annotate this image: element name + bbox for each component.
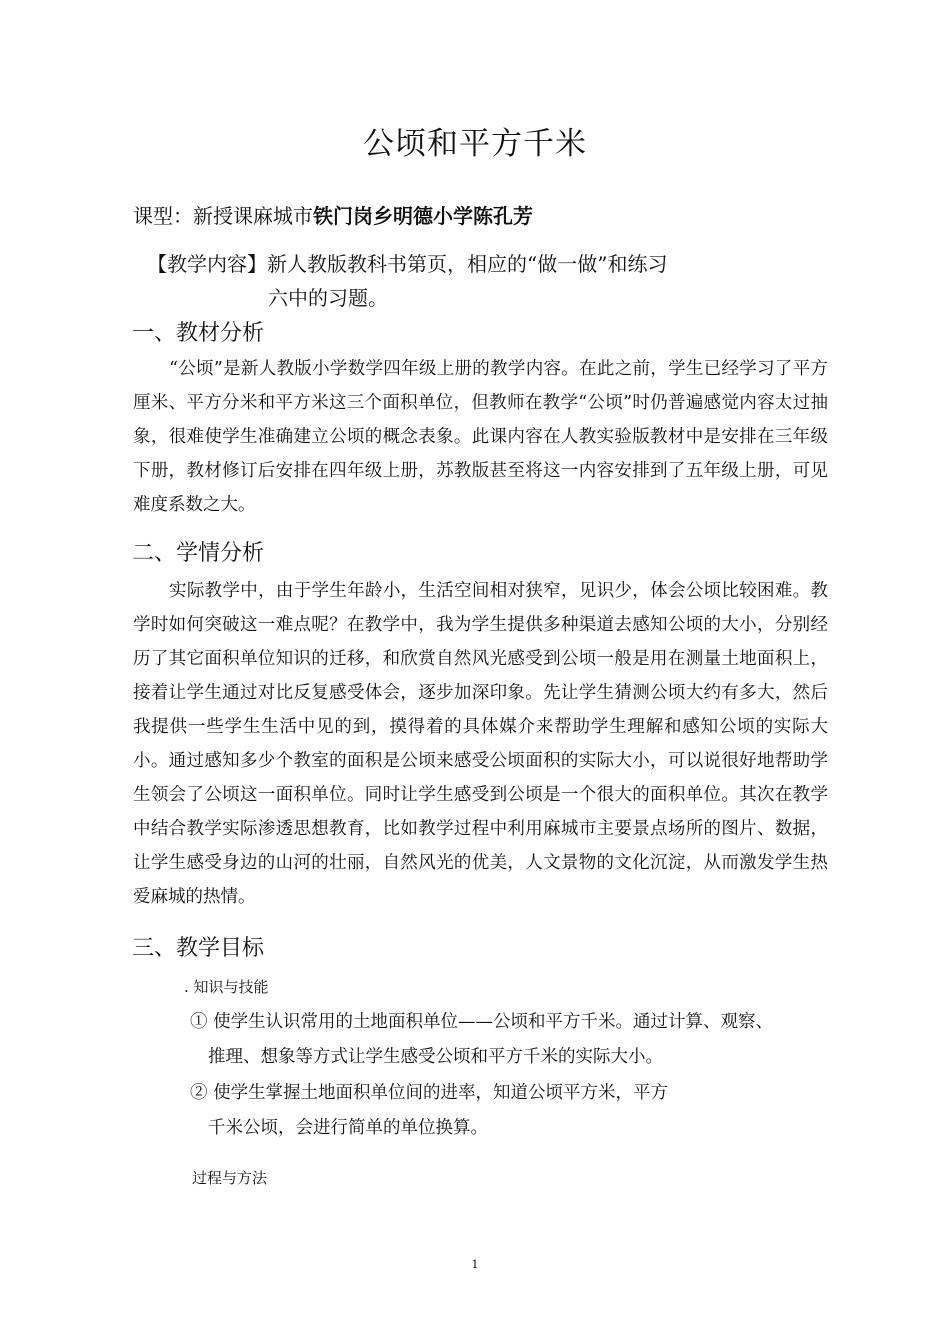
subheading-process-methods: 过程与方法 (192, 1169, 268, 1187)
lesson-type-prefix: 课型：新授课麻城市 (133, 204, 313, 228)
section-paragraph-students: 实际教学中，由于学生年龄小，生活空间相对狭窄，见识少，体会公顷比较困难。教学时如何突破这一难点呢？在教学中，我为学生提供多种渠道去感知公顷的大小，分别经历了其它面积单位知识的迁移，和欣赏自然风光感受到公顷一般是用在测量土地面积上，接着让学生通过对比反复感受体会，逐步加深印象。先让学生猜测公顷大约有多大，然后我提供一些学生生活中见的到，摸得着的具体媒介来帮助学生理解和感知公顷的实际大小。通过感知多少个教室的面积是公顷来感受公顷面积的实际大小，可以说很好地帮助学生领会了公顷这一面积单位。同时让学生感受到公顷是一个很大的面积单位。其次在教学中结合教学实际渗透思想教育，比如教学过程中利用麻城市主要景点场所的图片、数据，让学生感受身边的山河的壮丽，自然风光的优美，人文景物的文化沉淀，从而激发学生热爱麻城的热情。 (133, 581, 828, 907)
teaching-content-line2: 六中的习题。 (268, 286, 388, 310)
objective-item-2-line1: ② 使学生掌握土地面积单位间的进率，知道公顷平方米，平方 (190, 1083, 669, 1103)
section-heading-materials: 一、教材分析 (132, 321, 265, 346)
subheading-knowledge-skills: . 知识与技能 (184, 978, 269, 996)
lesson-type-school: 铁门岗乡明德小学陈孔芳 (313, 204, 533, 228)
objective-item-2-line2: 千米公顷，会进行简单的单位换算。 (208, 1118, 488, 1138)
document-title: 公顷和平方千米 (363, 126, 587, 162)
objective-item-1-line2: 推理、想象等方式让学生感受公顷和平方千米的实际大小。 (208, 1047, 663, 1067)
section-heading-objectives: 三、教学目标 (132, 936, 265, 961)
objective-item-1-line1: ① 使学生认识常用的土地面积单位——公顷和平方千米。通过计算、观察、 (190, 1012, 774, 1032)
teaching-content-line1: 【教学内容】新人教版教科书第页，相应的“做一做”和练习 (147, 252, 668, 276)
page-number: 1 (471, 1258, 479, 1271)
section-heading-students: 二、学情分析 (132, 541, 265, 566)
lesson-type-line (133, 200, 533, 229)
section-paragraph-materials: “公顷”是新人教版小学数学四年级上册的教学内容。在此之前，学生已经学习了平方厘米、平方分米和平方米这三个面积单位，但教师在教学“公顷”时仍普遍感觉内容太过抽象，很难使学生准确建立公顷的概念表象。此课内容在人教实验版教材中是安排在三年级下册，教材修订后安排在四年级上册，苏教版甚至将这一内容安排到了五年级上册，可见难度系数之大。 (133, 359, 828, 515)
